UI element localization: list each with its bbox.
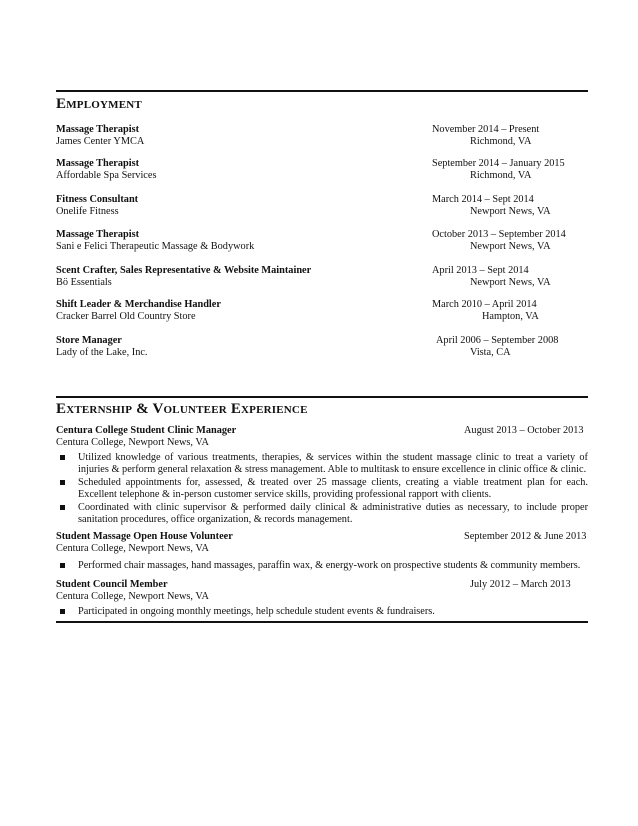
job-title: Massage Therapist	[56, 158, 140, 169]
bullet-text: Coordinated with clinic supervisor & performed daily clinical & administrative duties as necessary, to include proper sanitation procedures, office organization, & records management.	[78, 501, 588, 526]
square-bullet-icon	[60, 455, 65, 460]
job-title: Store Manager	[56, 335, 122, 346]
square-bullet-icon	[60, 480, 65, 485]
entry-title: Centura College Student Clinic Manager	[56, 425, 237, 436]
square-bullet-icon	[60, 505, 65, 510]
job-org: Sani e Felici Therapeutic Massage & Bodywork	[56, 240, 255, 252]
entry-bullet-list	[56, 452, 588, 526]
job-title: Massage Therapist	[56, 124, 140, 135]
job-dates: March 2010 – April 2014	[432, 299, 537, 310]
list-item	[56, 452, 588, 477]
entry-title: Student Massage Open House Volunteer	[56, 531, 233, 542]
job-location: Newport News, VA	[470, 240, 551, 252]
job-org: Onelife Fitness	[56, 205, 119, 217]
entry-dates: August 2013 – October 2013	[464, 425, 584, 436]
externship-top-rule	[56, 396, 588, 398]
job-title: Massage Therapist	[56, 229, 140, 240]
entry-title: Student Council Member	[56, 579, 168, 590]
job-location: Hampton, VA	[482, 310, 539, 322]
entry-org: Centura College, Newport News, VA	[56, 542, 209, 554]
job-title: Scent Crafter, Sales Representative & Website Maintainer	[56, 265, 312, 276]
list-item	[56, 477, 588, 502]
square-bullet-icon	[60, 563, 65, 568]
job-dates: October 2013 – September 2014	[432, 229, 566, 240]
job-location: Richmond, VA	[470, 169, 532, 181]
job-org: Cracker Barrel Old Country Store	[56, 310, 196, 322]
job-location: Richmond, VA	[470, 135, 532, 147]
job-dates: September 2014 – January 2015	[432, 158, 565, 169]
employment-top-rule	[56, 90, 588, 92]
job-title: Fitness Consultant	[56, 194, 139, 205]
job-org: James Center YMCA	[56, 135, 145, 147]
job-location: Newport News, VA	[470, 276, 551, 288]
bullet-text: Utilized knowledge of various treatments, therapies, & services within the student massage clinic to treat a variety of injuries & perform general relaxation & stress management. Able to multitask to ensure excellence in clinic office & clinic.	[78, 452, 588, 476]
bullet-text: Scheduled appointments for, assessed, & treated over 25 massage clients, creating a viable treatment plan for each. Excellent telephone & in-person customer service skills, providing professional rapport with clients.	[78, 476, 588, 501]
entry-org: Centura College, Newport News, VA	[56, 436, 209, 448]
job-dates: March 2014 – Sept 2014	[432, 194, 534, 205]
list-item	[56, 606, 588, 618]
list-item	[56, 560, 588, 572]
square-bullet-icon	[60, 609, 65, 614]
entry-dates: September 2012 & June 2013	[464, 531, 587, 542]
entry-dates: July 2012 – March 2013	[470, 579, 571, 590]
job-org: Bö Essentials	[56, 276, 112, 288]
job-location: Newport News, VA	[470, 205, 551, 217]
bullet-text: Participated in ongoing monthly meetings, help schedule student events & fundraisers.	[78, 606, 435, 617]
externship-heading: Externship & Volunteer Experience	[56, 401, 308, 417]
list-item	[56, 502, 588, 527]
job-org: Lady of the Lake, Inc.	[56, 346, 148, 358]
job-dates: November 2014 – Present	[432, 124, 540, 135]
job-dates: April 2006 – September 2008	[436, 335, 559, 346]
externship-bottom-rule	[56, 621, 588, 623]
job-dates: April 2013 – Sept 2014	[432, 265, 529, 276]
entry-bullet-list	[56, 606, 588, 618]
entry-bullet-list	[56, 560, 588, 572]
job-title: Shift Leader & Merchandise Handler	[56, 299, 221, 310]
job-location: Vista, CA	[470, 346, 511, 358]
job-org: Affordable Spa Services	[56, 169, 157, 181]
bullet-text: Performed chair massages, hand massages, paraffin wax, & energy-work on prospective students & community members.	[78, 560, 581, 571]
employment-heading: Employment	[56, 96, 142, 112]
entry-org: Centura College, Newport News, VA	[56, 590, 209, 602]
